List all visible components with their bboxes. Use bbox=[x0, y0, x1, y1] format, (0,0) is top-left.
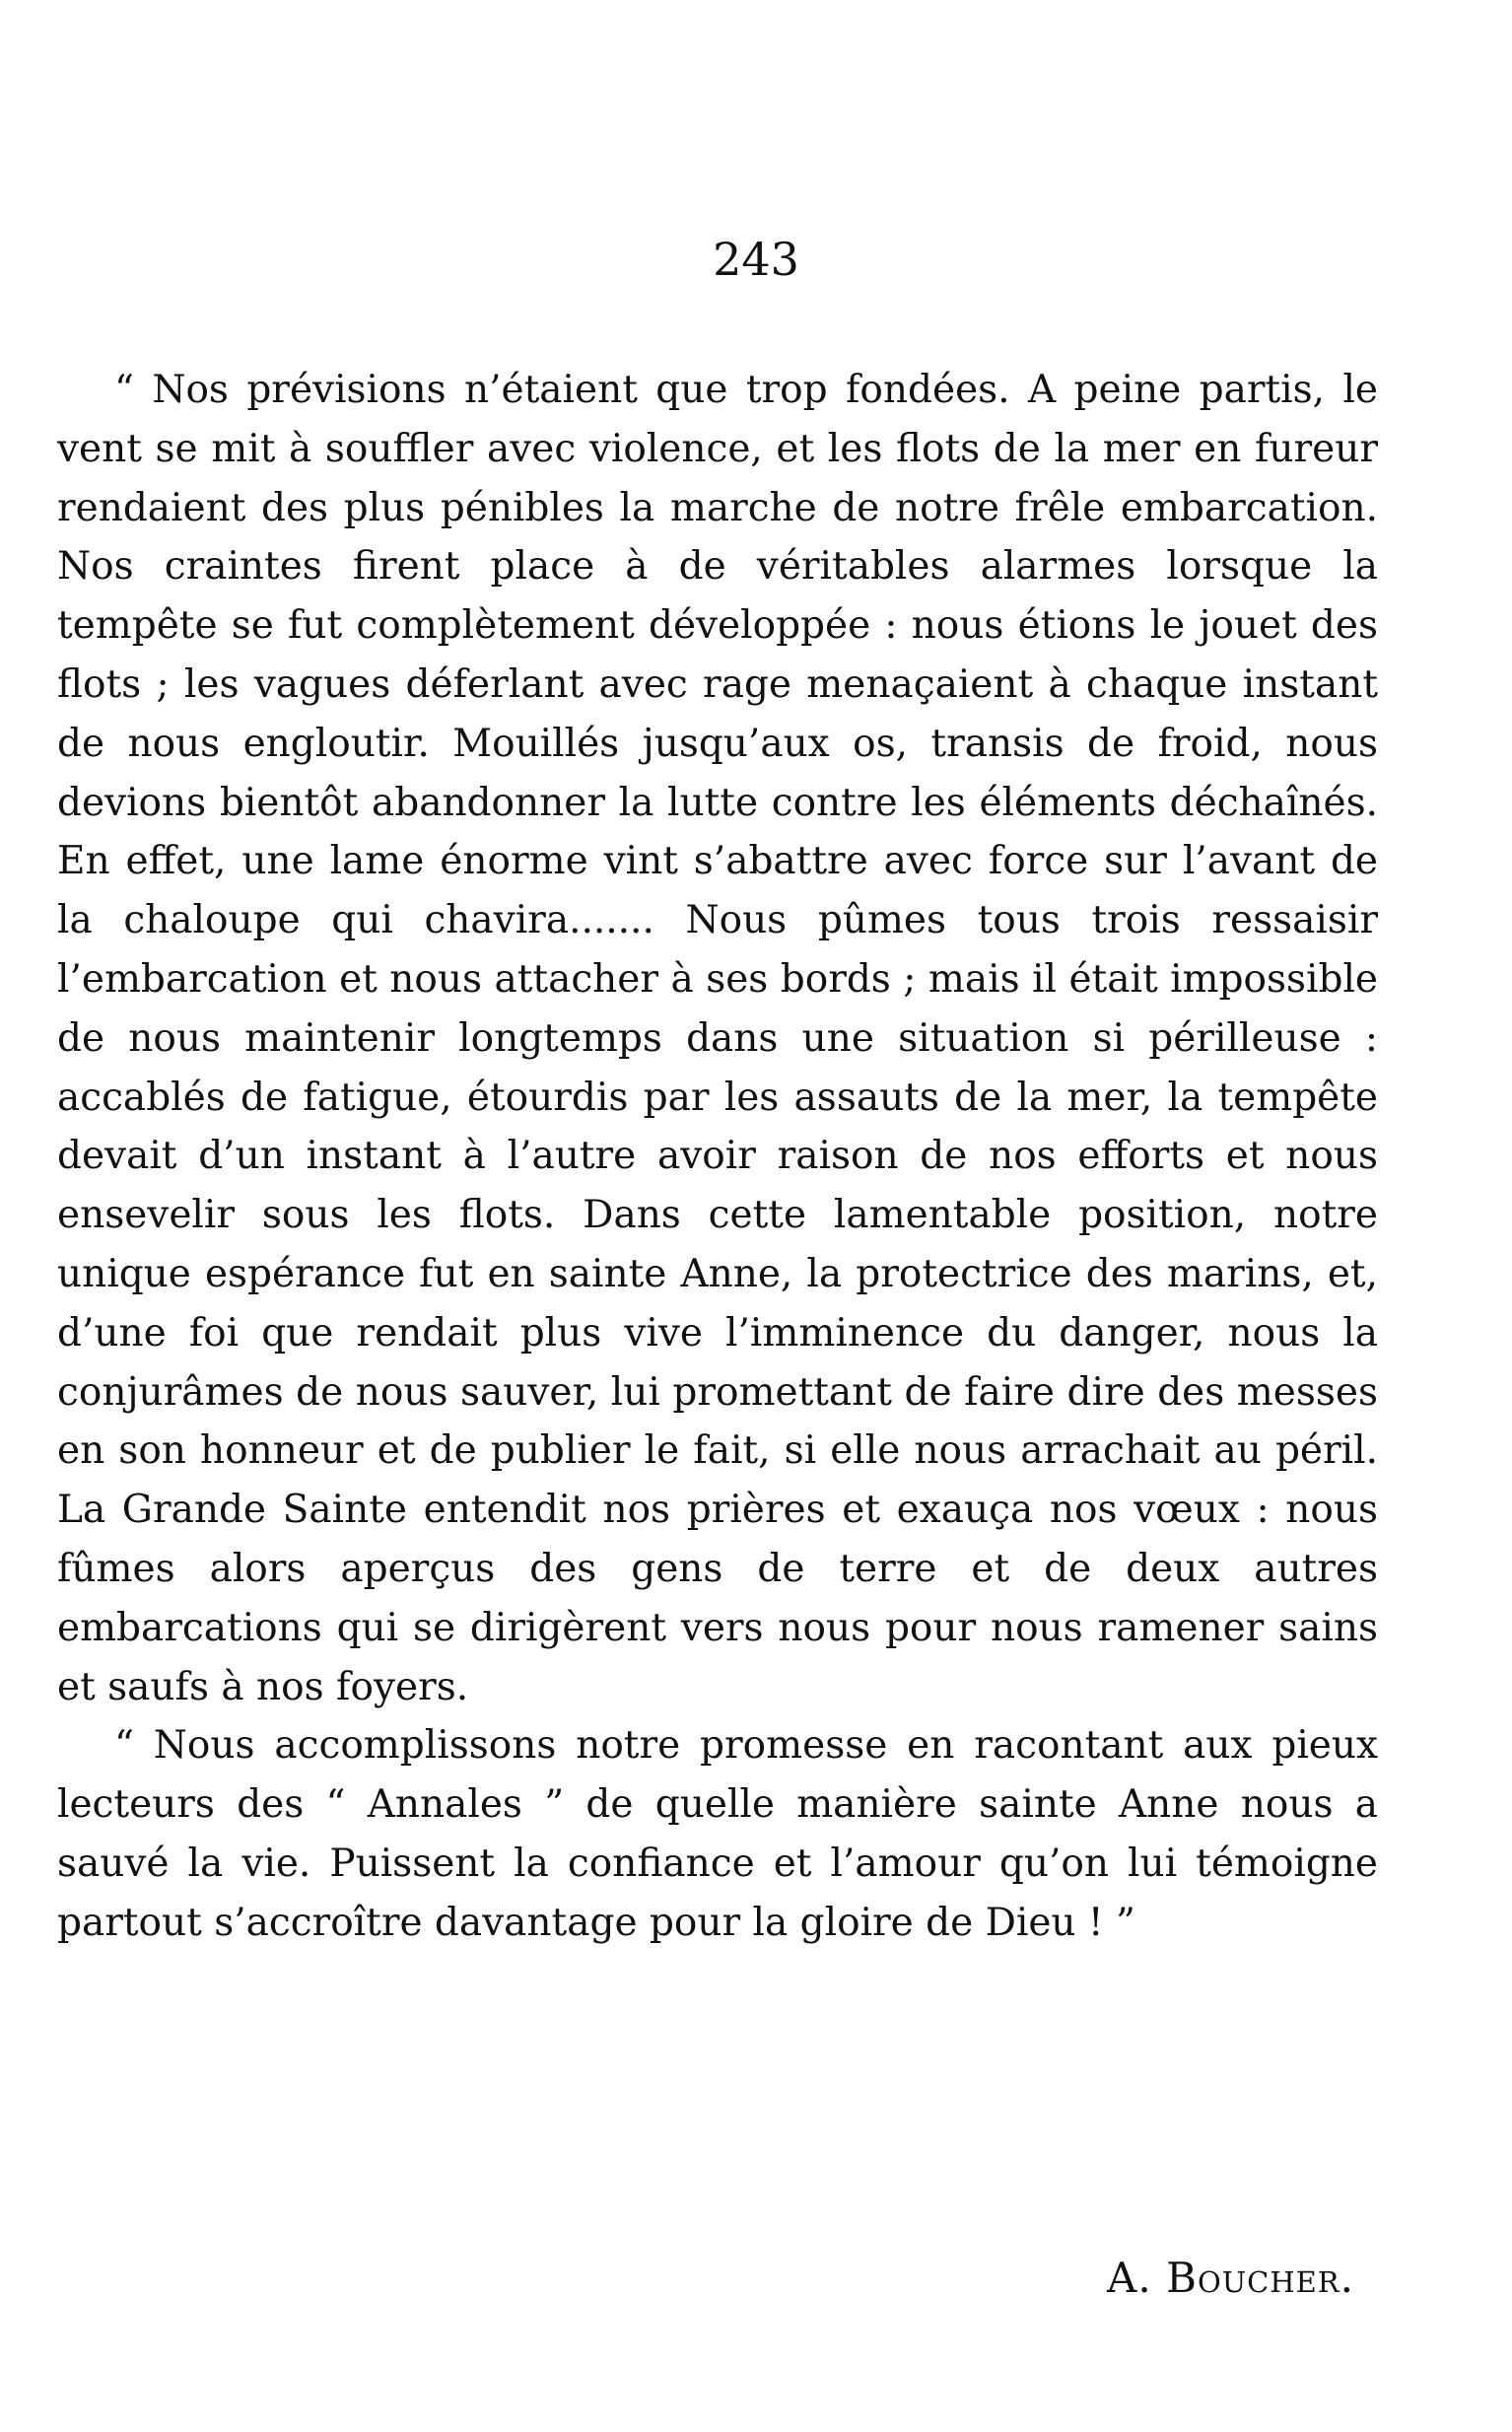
body-text bbox=[57, 361, 1378, 1953]
page-number: 243 bbox=[713, 233, 799, 286]
signature: A. Boucher. bbox=[1107, 2254, 1354, 2302]
paragraph-1: “ Nos prévisions n’étaient que trop fondées. A peine partis, le vent se mit à souffler avec violence, et les flots de la mer en fureur rendaient des plus pénibles la marche de notre frêle embarcation. Nos craintes firent place à de véritables alarmes lorsque la tempête se fut complètement développée : nous étions le jouet des flots ; les vagues déferlant avec rage menaçaient à chaque instant de nous engloutir. Mouillés jusqu’aux os, transis de froid, nous devions bientôt abandonner la lutte contre les éléments déchaînés. En effet, une lame énorme vint s’abattre avec force sur l’avant de la chaloupe qui chavira....... Nous pûmes tous trois ressaisir l’embarcation et nous attacher à ses bords ; mais il était impossible de nous maintenir longtemps dans une situation si périlleuse : accablés de fatigue, étourdis par les assauts de la mer, la tempête devait d’un instant à l’autre avoir raison de nos efforts et nous ensevelir sous les flots. Dans cette lamentable position, notre unique espérance fut en sainte Anne, la protectrice des marins, et, d’une foi que rendait plus vive l’imminence du danger, nous la conjurâmes de nous sauver, lui promettant de faire dire des messes en son honneur et de publier le fait, si elle nous arrachait au péril. La Grande Sainte entendit nos prières et exauça nos vœux : nous fûmes alors aperçus des gens de terre et de deux autres embarcations qui se dirigèrent vers nous pour nous ramener sains et saufs à nos foyers. bbox=[57, 368, 1378, 1709]
paragraph-2: “ Nous accomplissons notre promesse en racontant aux pieux lecteurs des “ Annales ” de quelle manière sainte Anne nous a sauvé la vie. Puissent la confiance et l’amour qu’on lui témoigne partout s’accroître davantage pour la gloire de Dieu ! ” bbox=[57, 1723, 1378, 1945]
